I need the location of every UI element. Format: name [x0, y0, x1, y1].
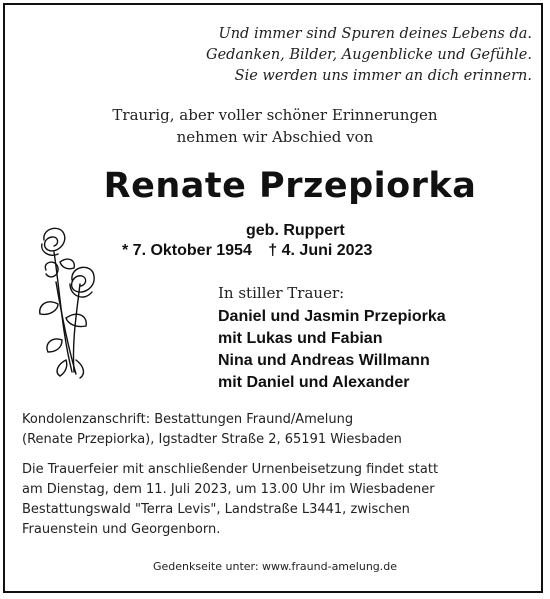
poem-line: Gedanken, Bilder, Augenblicke und Gefühle. — [206, 47, 532, 63]
life-dates — [122, 242, 384, 260]
intro-line: Traurig, aber voller schöner Erinnerungen — [112, 106, 438, 124]
poem-line: Und immer sind Spuren deines Lebens da. — [218, 26, 532, 42]
poem-line: Sie werden uns immer an dich erinnern. — [234, 68, 532, 84]
death-date: † 4. Juni 2023 — [268, 242, 373, 259]
intro-text — [0, 104, 550, 148]
birth-date: * 7. Oktober 1954 — [122, 242, 252, 259]
mourner-line: mit Daniel und Alexander — [218, 374, 410, 391]
rose-icon — [32, 222, 104, 382]
mourners-list — [218, 306, 446, 394]
maiden-name: geb. Ruppert — [246, 222, 345, 239]
service-line: Die Trauerfeier mit anschließender Urnenbeisetzung findet statt — [22, 462, 439, 477]
service-details — [22, 460, 438, 540]
mourners-heading: In stiller Trauer: — [218, 284, 345, 302]
service-line: Bestattungswald "Terra Levis", Landstraße L3441, zwischen — [22, 502, 410, 517]
condolence-line: Kondolenzanschrift: Bestattungen Fraund/Amelung — [22, 412, 354, 427]
poem — [72, 24, 532, 87]
mourner-line: mit Lukas und Fabian — [218, 330, 383, 347]
mourner-line: Nina und Andreas Willmann — [218, 352, 430, 369]
intro-line: nehmen wir Abschied von — [176, 128, 374, 146]
service-line: Frauenstein und Georgenborn. — [22, 522, 221, 537]
memorial-page-link[interactable]: Gedenkseite unter: www.fraund-amelung.de — [152, 560, 398, 573]
condolence-line: (Renate Przepiorka), Igstadter Straße 2, 65191 Wiesbaden — [22, 432, 402, 447]
condolence-address — [22, 410, 402, 450]
service-line: am Dienstag, dem 11. Juli 2023, um 13.00 Uhr im Wiesbadener — [22, 482, 435, 497]
deceased-name: Renate Przepiorka — [103, 166, 477, 206]
mourner-line: Daniel und Jasmin Przepiorka — [218, 308, 446, 325]
